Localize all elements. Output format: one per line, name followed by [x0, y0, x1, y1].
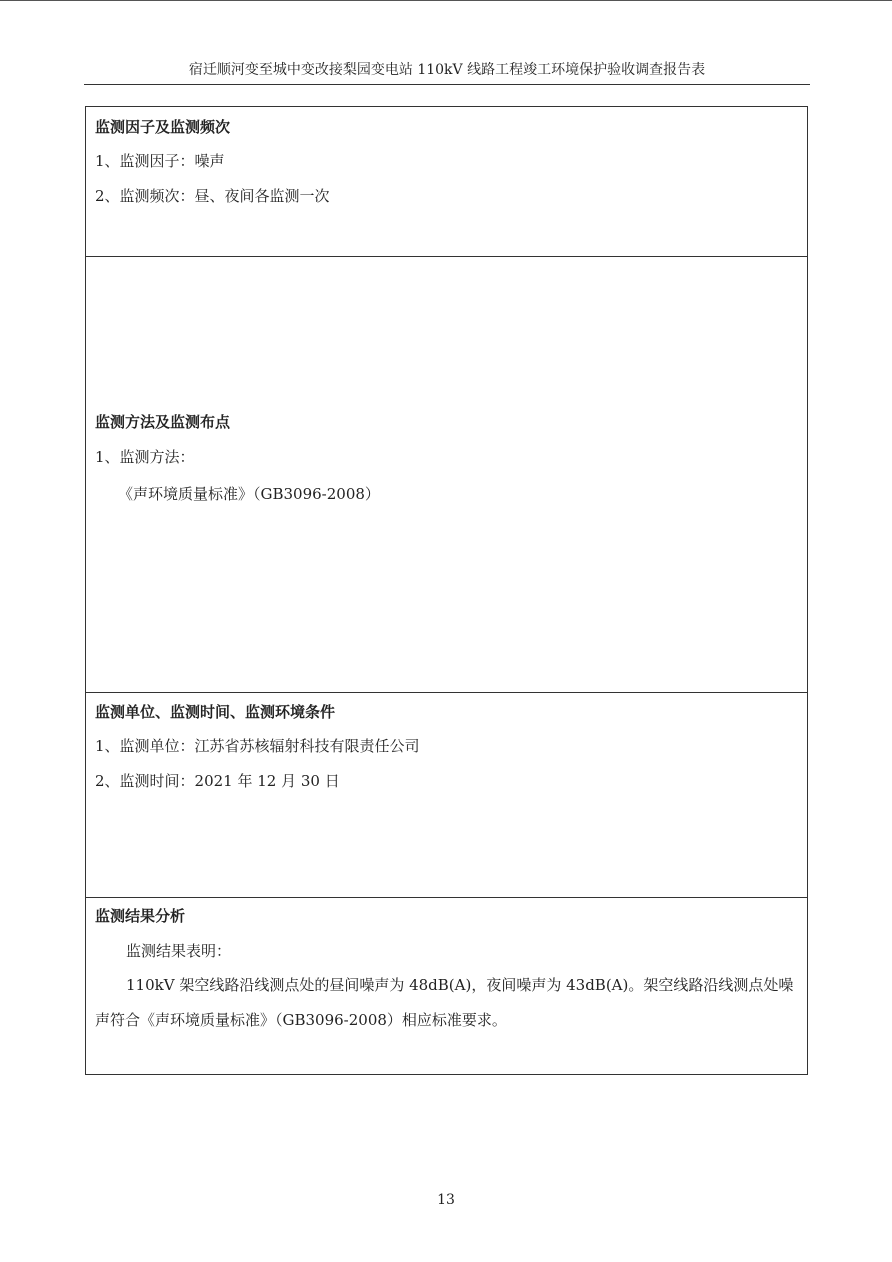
page-number: 13	[437, 1192, 455, 1208]
report-table	[85, 106, 808, 1075]
unit-item-1: 1、监测单位：江苏省苏核辐射科技有限责任公司	[95, 737, 420, 755]
method-item-1: 1、监测方法：	[95, 448, 195, 466]
section-title-result: 监测结果分析	[95, 907, 186, 925]
section-title-unit: 监测单位、监测时间、监测环境条件	[95, 703, 336, 721]
page-header	[84, 60, 810, 85]
result-paragraph: 110kV 架空线路沿线测点处的昼间噪声为 48dB(A)，夜间噪声为 43dB(A)。架空线路沿线测点处噪声符合《声环境质量标准》（GB3096-2008）相应标准要求。	[95, 976, 794, 1029]
section-title-factors: 监测因子及监测频次	[95, 118, 231, 136]
section-title-method: 监测方法及监测布点	[95, 413, 231, 431]
top-rule	[0, 0, 892, 1]
factors-item-1: 1、监测因子：噪声	[95, 152, 225, 170]
factors-item-2: 2、监测频次：昼、夜间各监测一次	[95, 187, 330, 205]
unit-item-2: 2、监测时间：2021 年 12 月 30 日	[95, 772, 340, 790]
method-standard: 《声环境质量标准》（GB3096-2008）	[118, 485, 380, 503]
result-intro: 监测结果表明：	[126, 942, 232, 960]
report-title: 宿迁顺河变至城中变改接梨园变电站 110kV 线路工程竣工环境保护验收调查报告表	[188, 62, 706, 78]
section-factors	[86, 107, 807, 257]
section-result	[86, 898, 807, 1074]
section-unit	[86, 693, 807, 898]
section-method	[86, 257, 807, 693]
